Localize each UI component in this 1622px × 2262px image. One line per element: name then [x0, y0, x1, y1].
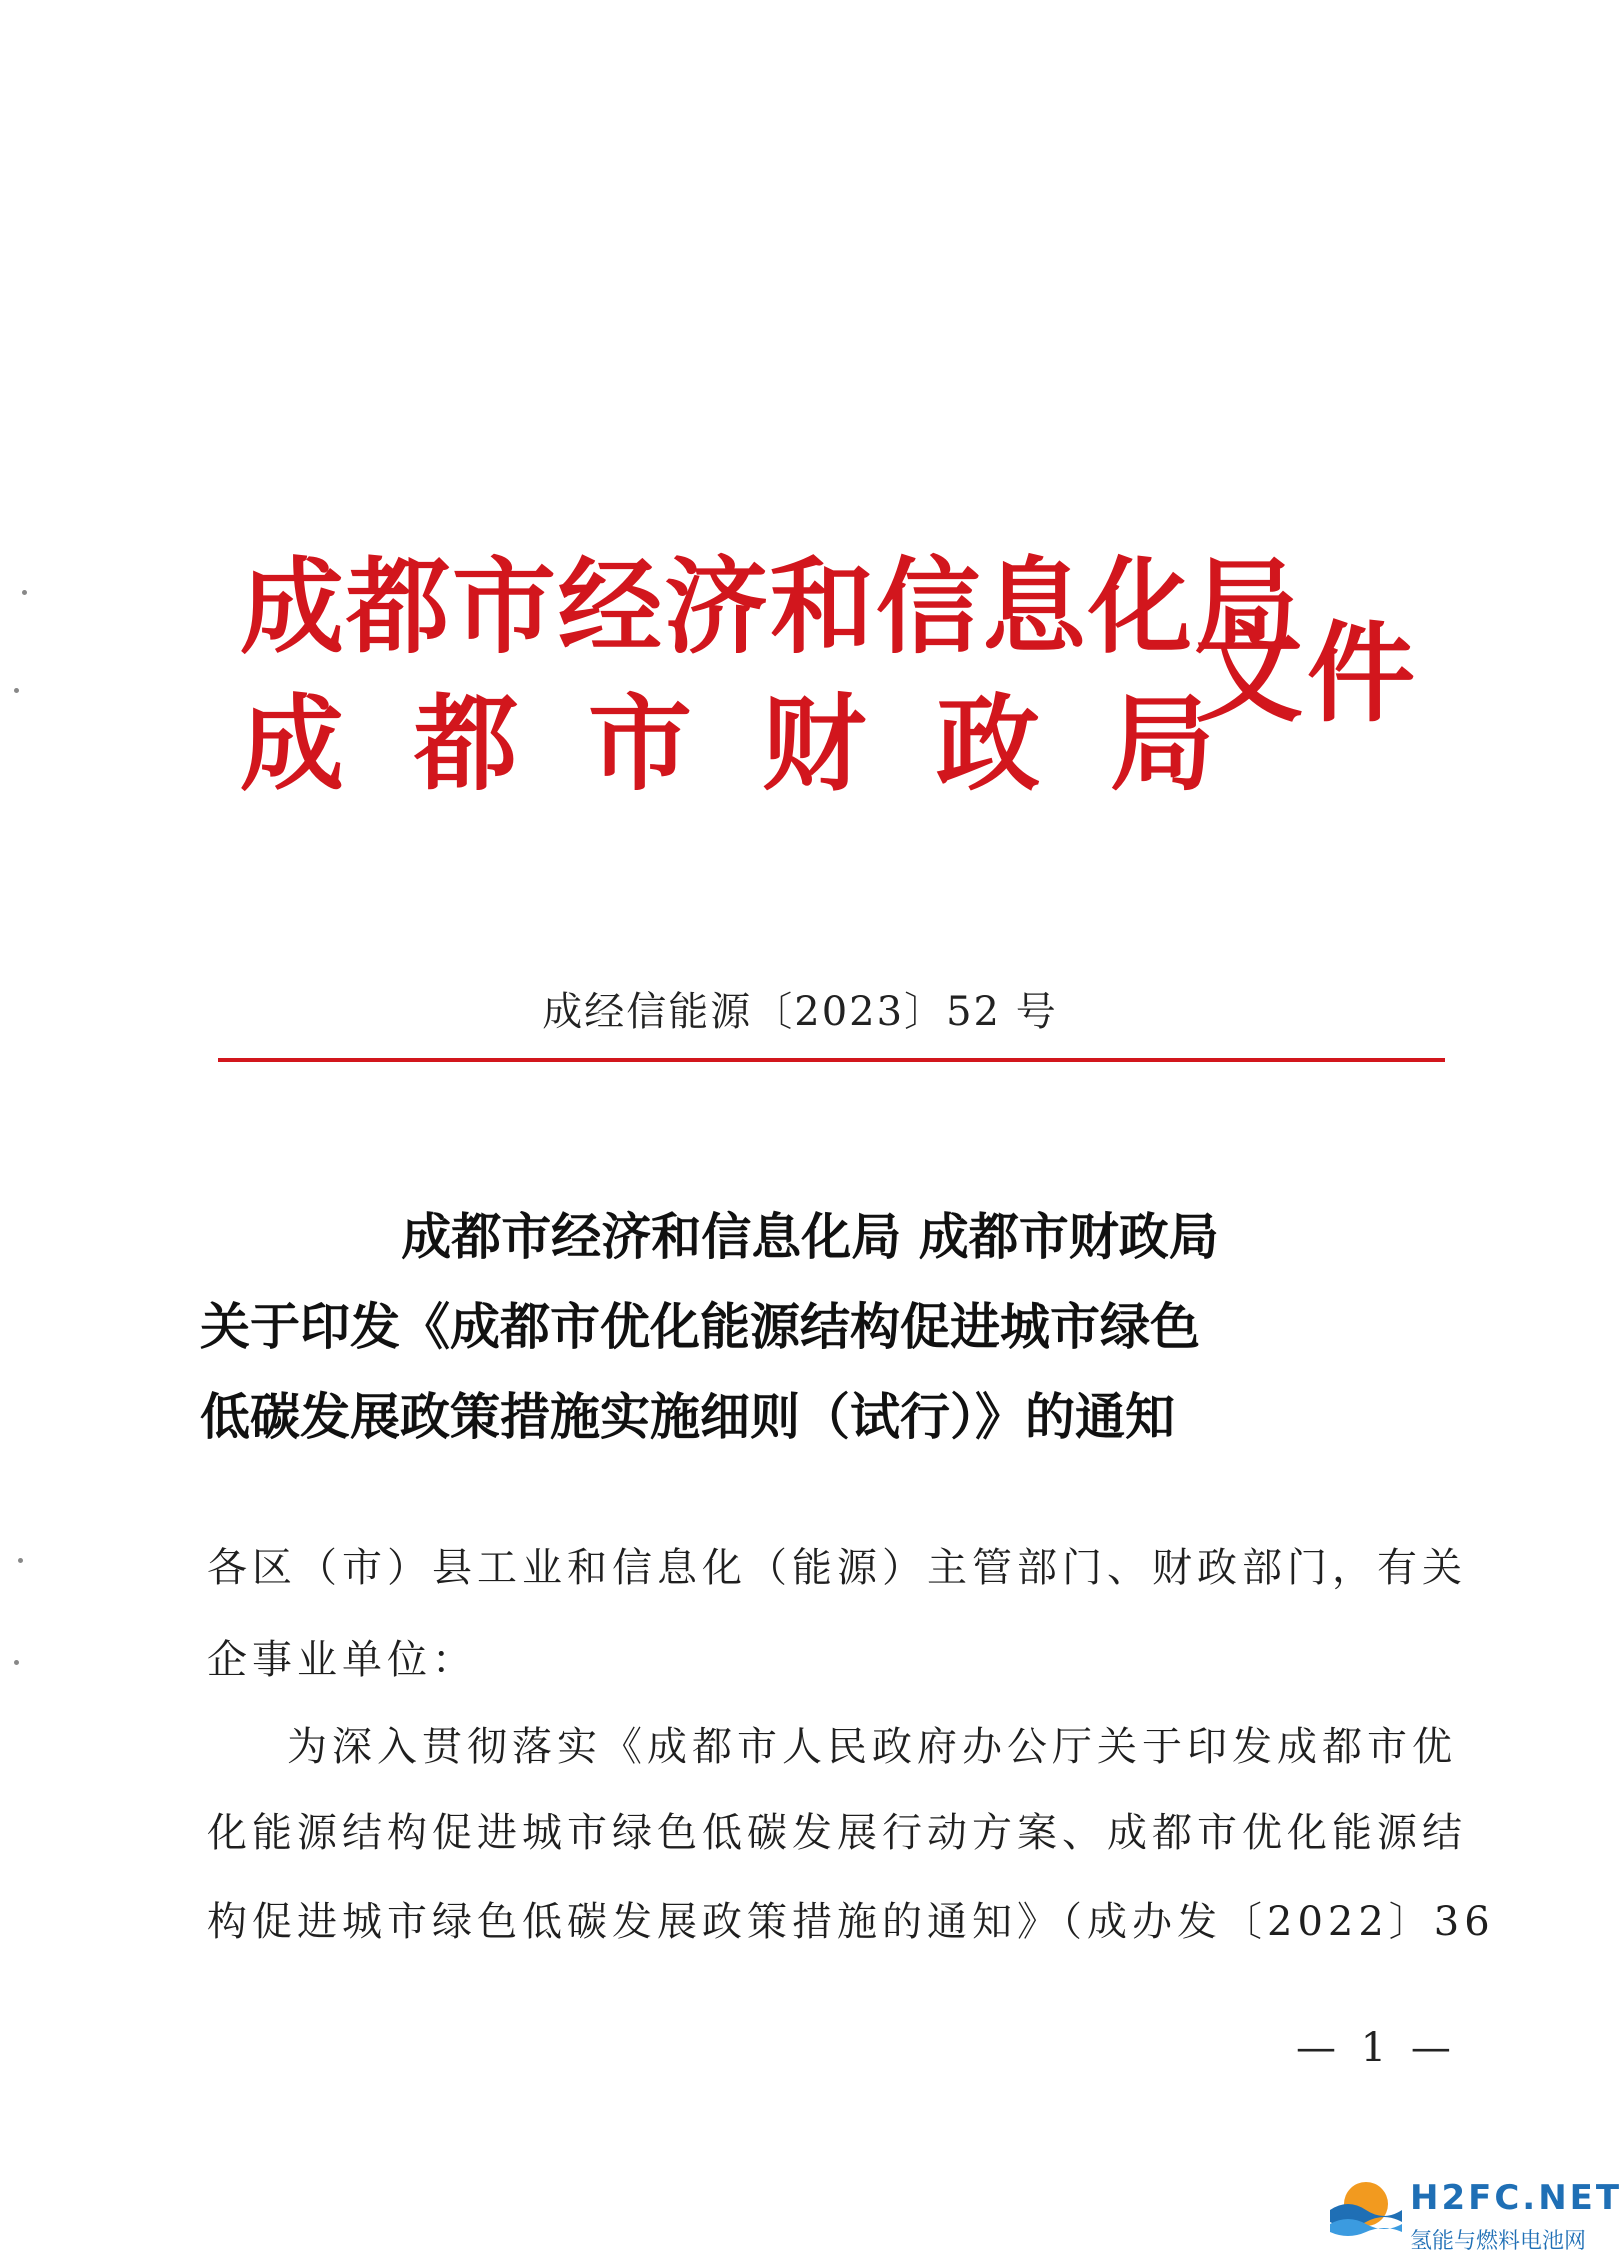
site-watermark: [1318, 2148, 1622, 2260]
body-line-1: 各区（市）县工业和信息化（能源）主管部门、财政部门，有关: [207, 1545, 1467, 1591]
body-line-2: 企事业单位：: [207, 1637, 477, 1683]
scan-speck: [18, 1558, 23, 1563]
scan-speck: [14, 688, 19, 693]
watermark-site-name: 氢能与燃料电池网: [1410, 2229, 1587, 2254]
document-number: 成经信能源〔2023〕52 号: [542, 989, 1058, 1035]
title-line-3: 低碳发展政策措施实施细则（试行）》的通知: [200, 1388, 1175, 1446]
body-line-3: 为深入贯彻落实《成都市人民政府办公厅关于印发成都市优: [287, 1724, 1457, 1770]
h2fc-logo-icon: [1326, 2166, 1406, 2246]
title-line-2: 关于印发《成都市优化能源结构促进城市绿色: [200, 1298, 1200, 1356]
page-number: — 1 —: [1296, 2025, 1457, 2071]
scan-speck: [22, 590, 27, 595]
file-label: 文件: [1195, 611, 1420, 737]
watermark-site-text: H2FC.NET: [1410, 2178, 1622, 2218]
issuer-name-economy-bureau: 成都市经济和信息化局: [240, 545, 1301, 668]
title-line-1: 成都市经济和信息化局 成都市财政局: [401, 1208, 1219, 1266]
scan-speck: [14, 1660, 19, 1665]
body-line-4: 化能源结构促进城市绿色低碳发展行动方案、成都市优化能源结: [207, 1810, 1467, 1856]
issuer-name-finance-bureau: 成都市财政局: [240, 682, 1285, 805]
body-line-5: 构促进城市绿色低碳发展政策措施的通知》（成办发〔2022〕36: [207, 1899, 1495, 1945]
red-separator-line: [218, 1058, 1445, 1062]
